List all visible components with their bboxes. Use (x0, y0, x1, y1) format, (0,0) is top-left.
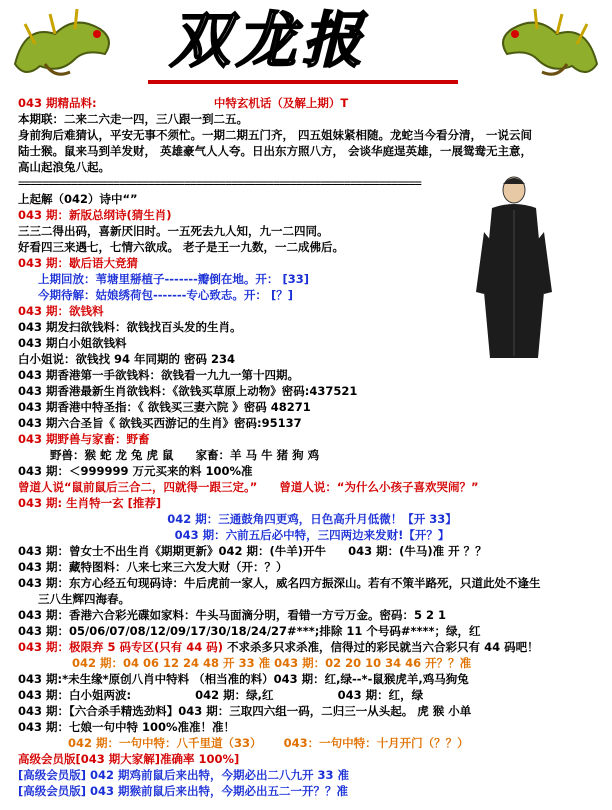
quote-2: 曾道人说：“为什么小孩子喜欢哭闹？” (279, 480, 479, 494)
riddle-current-answer: [？] (270, 288, 293, 302)
title-underline (148, 80, 458, 84)
page-title: 双龙报 (166, 6, 382, 76)
numbers-043: 043 期：02 20 10 34 46 开？？准 (274, 656, 472, 670)
text-line: 上起解（042）诗中“” (18, 192, 138, 206)
line-1 (18, 95, 606, 111)
right-dragon-icon (487, 4, 607, 84)
text-line: 043 期：七娘一句中特 100%准准！准！ (18, 720, 236, 734)
section-heading: 043 期：歇后语大竞猜 (18, 256, 139, 270)
text-line: 高山起浪兔八起。 (18, 160, 110, 174)
text-line (18, 431, 606, 447)
text-line: 043 期香港中特圣指：《 欲钱买三妻六院 》密码 48271 (18, 400, 311, 414)
divider: ==================================================================== (18, 176, 421, 190)
text-line: 043 期发扫欲钱料：欲钱找百头发的生肖。 (18, 320, 242, 334)
numbers-042: 042 期：04 06 12 24 48 开 33 准 (72, 656, 271, 670)
text-segment: 043 期： (348, 544, 400, 558)
wild-animals: 野兽：猴 蛇 龙 兔 虎 鼠 (50, 448, 174, 462)
text-line (18, 447, 606, 463)
text-line (18, 287, 606, 303)
text-line: 043 期：香港六合彩光碟如家料：牛头马面滴分明，看错一方亏万金。密码：5 2 1 (18, 608, 447, 622)
text-line (18, 655, 606, 671)
text-segment: 042 期：绿,红 (195, 688, 274, 702)
section-heading: 高级会员版[043 期大家解]准确率 100%] (18, 752, 240, 766)
text-line: 043 期白小姐欲钱料 (18, 336, 127, 350)
masthead (0, 0, 612, 95)
section-heading: 043 期：新版总纲诗(猜生肖) (18, 208, 172, 222)
quote-1: 曾道人说“鼠前鼠后三合二，四就得一跟三定。” (18, 480, 258, 494)
text-segment: 043 期：白小姐两波: (18, 688, 132, 702)
text-line: 本期联：二来二六走一四，三八跟一到二五。 (18, 112, 248, 126)
text-line (18, 271, 606, 287)
text-segment: 043 期：红，绿 (337, 688, 424, 702)
riddle-current: 今期待解：姑娘绣荷包-------专心致志。开： (38, 288, 267, 302)
text-line: 043 期：＜999999 万元买来的料 100%准 (18, 464, 253, 478)
section-heading: 043 期野兽与家畜： (18, 432, 127, 446)
text-line: 好看四三来遇七，七情六欲成。 老子是王一九数，一二成佛后。 (18, 240, 345, 254)
text-line (18, 687, 606, 703)
domestic-animals: 家畜：羊 马 牛 猪 狗 鸡 (195, 448, 320, 462)
text-line: 043 期:*未生缘*原创八肖中特料 （相当准的料）043 期：红,绿--*-鼠猴虎羊,鸡马狗兔 (18, 672, 469, 686)
text-line: 043 期：【六合杀手精选劲料】043 期：三取四六组一码，二归三一从头起。 虎 猴 小单 (18, 704, 472, 718)
text-line (18, 479, 606, 495)
text-line (18, 639, 606, 655)
text-line: [高级会员版] 042 期鸡前鼠后来出特，今期必出二八九开 33 准 (18, 768, 350, 782)
text-line: 043 期：六前五后必中特，三四两边来发财!【开？】 (174, 528, 450, 542)
text-line: 043 期六合圣旨《 欲钱买西游记的生肖》密码:95137 (18, 416, 302, 430)
section-heading: 中特玄机话（及解上期）T (213, 96, 349, 110)
text-line: [高级会员版] 043 期猴前鼠后来出特，今期必出五二一开？？准 (18, 784, 349, 798)
left-dragon-icon (5, 4, 125, 84)
text-line: 身前狗后难猜认，平安无事不须忙。一期二期五门齐， 四五姐妹紧相随。龙蛇当今看分清， 一说云间 (18, 128, 533, 142)
section-heading-answer: 野畜 (126, 432, 150, 446)
section-heading: 043 期：极限弃 5 码专区(只有 44 码) (18, 640, 224, 654)
section-heading: 043 期: 生肖特一玄 [推荐] (18, 496, 162, 510)
text-segment: (牛马)准 开 ？？ (399, 544, 487, 558)
riddle-previous-answer: [33] (282, 272, 309, 286)
section-heading: 043 期精品料: (18, 96, 97, 110)
text-segment: 不求杀多只求杀准，信得过的彩民就当六合彩只有 44 码吧！ (227, 640, 539, 654)
one-line-043: 043：一句中特：十月开门（？？） (283, 736, 469, 750)
text-line: 陆士猴。鼠来马到羊发财， 英雄豪气人人夸。日出东方照八方， 会谈华庭逞英雄，一展鸳鸯无主意， (18, 144, 533, 158)
text-line: 043 期：藏特图料：八来七来三六发大财（开：？） (18, 560, 288, 574)
text-line: 043 期香港第一手欲钱料：欲钱看一九九一第十四期。 (18, 368, 300, 382)
text-line: 043 期：05/06/07/08/12/09/17/30/18/24/27#***;排除 11 个号码#****；绿，红 (18, 624, 481, 638)
section-heading: 043 期：欲钱料 (18, 304, 104, 318)
text-line (18, 735, 606, 751)
one-line-042: 042 期：一句中特：八千里道（33） (68, 736, 262, 750)
text-line: 三三二得出码，喜新厌旧时。一五死去九人知，九一二四同。 (18, 224, 329, 238)
text-line (18, 543, 606, 559)
riddle-previous: 上期回放：苇塘里掰植子-------瓣倒在地。开： (38, 272, 279, 286)
text-line: 三八生辉四海春。 (38, 592, 130, 606)
text-line: 042 期：三通鼓角四更鸡，日色高升月低微！【开 33】 (167, 512, 457, 526)
text-line: 043 期：东方心经五句现码诗：牛后虎前一家人，威名四方振深山。若有不策半路死，只道此处不逢生 (18, 576, 541, 590)
text-segment: (牛羊)开牛 (269, 544, 327, 558)
text-line: 043 期香港最新生肖欲钱料：《欲钱买草原上动物》密码:437521 (18, 384, 358, 398)
text-segment: 043 期：曾女士不出生肖《期期更新》042 期： (18, 544, 270, 558)
content-body (18, 95, 606, 799)
text-line: 白小姐说：欲钱找 94 年同期的 密码 234 (18, 352, 236, 366)
